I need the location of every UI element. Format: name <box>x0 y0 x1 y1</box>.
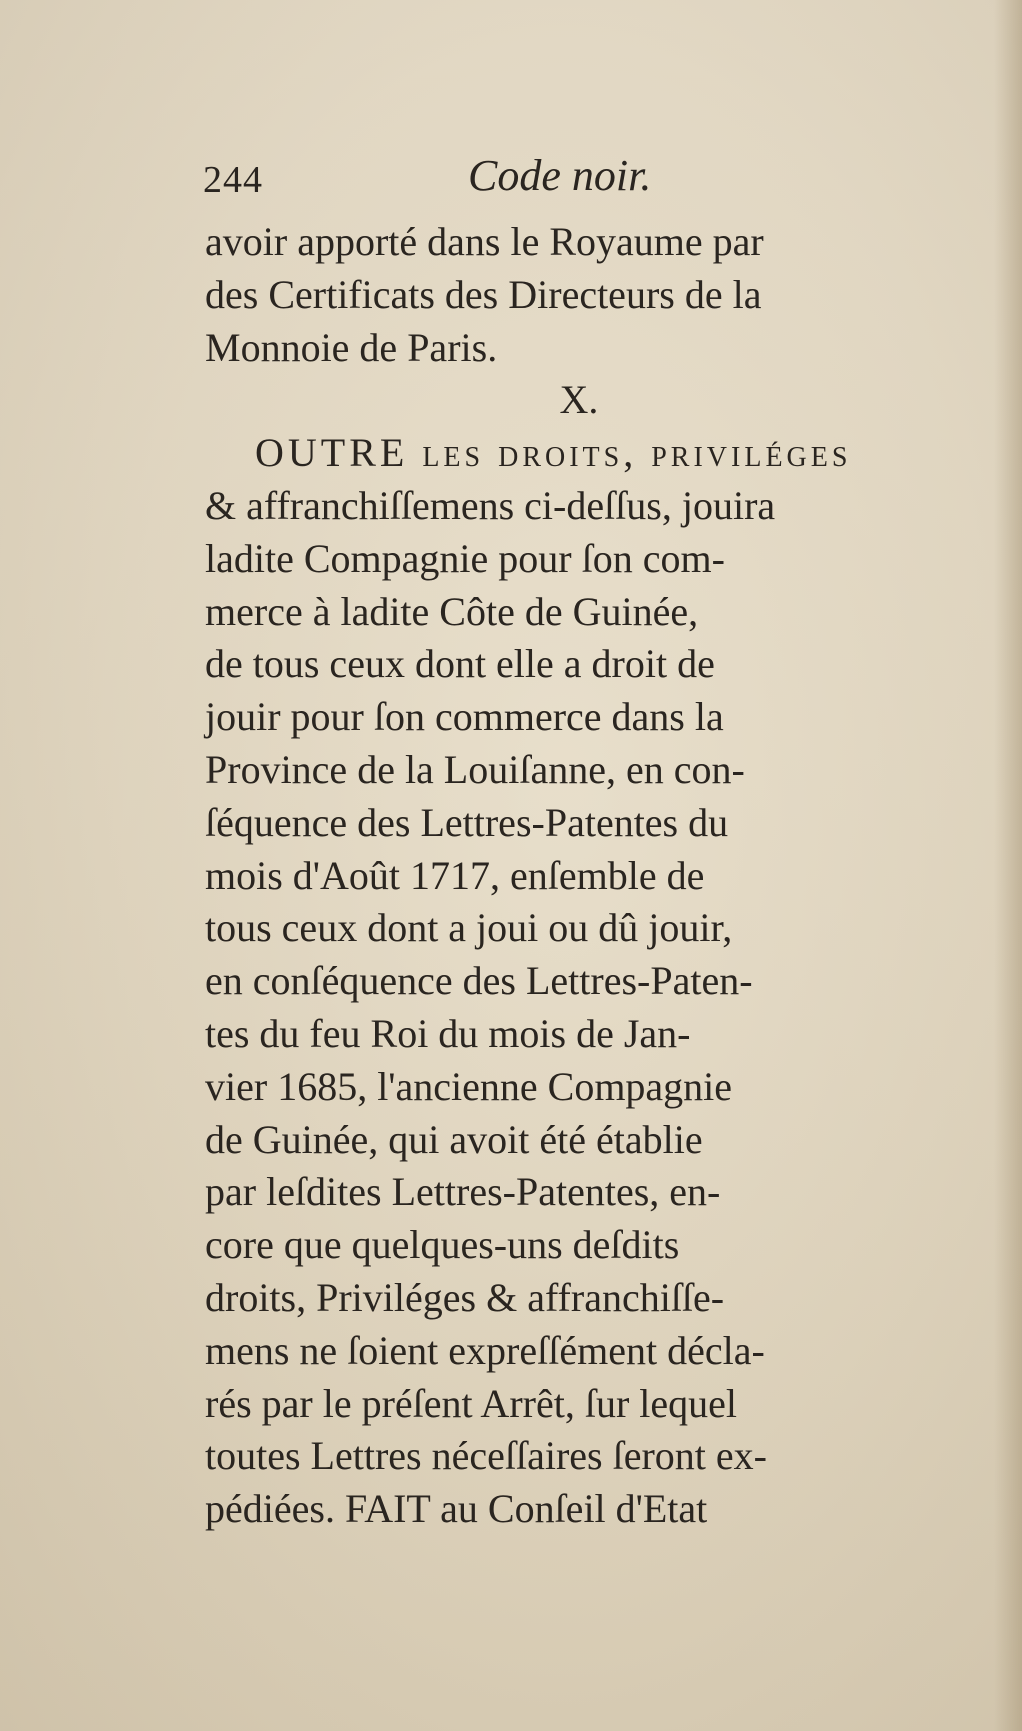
text-line: ſéquence des Lettres-Patentes du <box>205 799 729 845</box>
text-line: tous ceux dont a joui ou dû jouir, <box>205 905 733 951</box>
text-line: jouir pour ſon commerce dans la <box>205 694 724 740</box>
text-line: core que quelques-uns deſdits <box>205 1222 680 1268</box>
text-line: & affranchiſſemens ci-deſſus, jouira <box>205 482 776 528</box>
text-line: avoir apporté dans le Royaume par <box>205 219 764 264</box>
text-line: Province de la Louiſanne, en con- <box>205 746 745 792</box>
text-line: mois d'Août 1717, enſemble de <box>205 852 705 898</box>
page-number: 244 <box>203 159 263 201</box>
article-number: X. <box>559 377 599 423</box>
text-line: par leſdites Lettres-Patentes, en- <box>205 1169 721 1215</box>
text-line: tes du feu Roi du mois de Jan- <box>205 1010 691 1056</box>
text-line: droits, Priviléges & affranchiſſe- <box>205 1274 725 1320</box>
text-line: ladite Compagnie pour ſon com- <box>205 535 725 581</box>
text-line: toutes Lettres néceſſaires ſeront ex- <box>205 1433 767 1479</box>
text-line: mens ne ſoient expreſſément décla- <box>205 1327 765 1373</box>
page-header <box>203 150 955 206</box>
running-title: Code noir. <box>468 151 652 200</box>
text-line: merce à ladite Côte de Guinée, <box>205 588 699 634</box>
body-text <box>205 216 953 1536</box>
text-line: vier 1685, l'ancienne Compagnie <box>205 1063 733 1109</box>
page-edge-shadow <box>994 0 1022 1731</box>
text-line: OUTRE les droits, priviléges <box>255 430 852 476</box>
text-line: en conſéquence des Lettres-Paten- <box>205 958 753 1004</box>
text-line: pédiées. FAIT au Conſeil d'Etat <box>205 1486 708 1532</box>
text-line: de tous ceux dont elle a droit de <box>205 641 715 687</box>
text-line: de Guinée, qui avoit été établie <box>205 1116 703 1162</box>
text-line: Monnoie de Paris. <box>205 324 498 370</box>
text-line: rés par le préſent Arrêt, ſur lequel <box>205 1380 737 1426</box>
text-line: des Certificats des Directeurs de la <box>205 271 762 317</box>
